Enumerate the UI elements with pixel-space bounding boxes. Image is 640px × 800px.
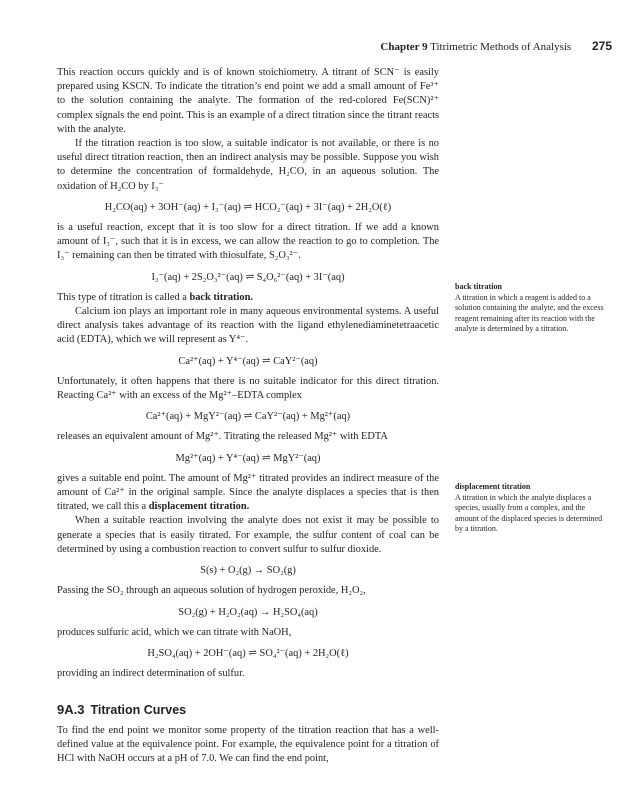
equation: I₃⁻(aq) + 2S₂O₃²⁻(aq) ⇌ S₄O₆²⁻(aq) + 3I⁻(aq) bbox=[151, 271, 345, 283]
section-title: Titration Curves bbox=[90, 703, 187, 718]
equation: H₂CO(aq) + 3OH⁻(aq) + I₃⁻(aq) ⇌ HCO₂⁻(aq) + 3I⁻(aq) + 2H₂O(ℓ) bbox=[104, 201, 392, 213]
running-header bbox=[380, 39, 612, 53]
section-heading bbox=[57, 703, 439, 717]
margin-term: displacement titration bbox=[455, 482, 531, 491]
paragraph: providing an indirect determination of sulfur. bbox=[57, 668, 245, 680]
text-span: This type of titration is called a bbox=[57, 291, 190, 303]
paragraph: Unfortunately, it often happens that there is no suitable indicator for this direct titration. Reacting Ca²⁺ with an excess of the Mg²⁺–EDTA complex bbox=[57, 375, 439, 402]
margin-definition: A titration in which a reagent is added to a solution containing the analyte, and the excess reagent remaining after its reaction with the analyte is determined by a titration. bbox=[455, 292, 604, 334]
section-number: 9A.3 bbox=[57, 702, 85, 718]
page-number: 275 bbox=[591, 39, 612, 53]
main-column bbox=[57, 66, 439, 766]
chapter-label: Chapter 9 bbox=[380, 41, 428, 53]
chapter-title: Titrimetric Methods of Analysis bbox=[430, 41, 572, 53]
margin-note-displacement-titration bbox=[455, 482, 605, 535]
paragraph: If the titration reaction is too slow, a suitable indicator is not available, or there is no useful direct titration reaction, then an indirect analysis may be possible. Suppose you wish to determine the concentration of formaldehyde, H₂CO, in an aqueous solution. The oxidation of H₂CO by I₃⁻ bbox=[57, 138, 439, 192]
key-term-displacement-titration: displacement titration. bbox=[148, 501, 250, 513]
paragraph: To find the end point we monitor some property of the titration reaction that has a well-defined value at the equivalence point. For example, the equivalence point for a titration of HCl with NaOH occurs at a pH of 7.0. We can find the end point, bbox=[57, 724, 439, 764]
text-span: gives a suitable end point. The amount of Mg²⁺ titrated provides an indirect measure of the amount of Ca²⁺ in the original sample. Since the analyte displaces a species that is then titrated, we call this a bbox=[57, 472, 439, 513]
paragraph bbox=[57, 472, 439, 515]
paragraph: is a useful reaction, except that it is too slow for a direct titration. If we add a known amount of I₃⁻, such that it is in excess, we can allow the reaction to go to completion. The I₃⁻ remaining can then be titrated with thiosulfate, S₂O₃²⁻. bbox=[57, 222, 439, 262]
equation: Mg²⁺(aq) + Y⁴⁻(aq) ⇌ MgY²⁻(aq) bbox=[175, 452, 321, 464]
paragraph: produces sulfuric acid, which we can titrate with NaOH, bbox=[57, 626, 292, 638]
margin-term: back titration bbox=[455, 282, 502, 291]
key-term-back-titration: back titration. bbox=[189, 291, 253, 303]
equation: H₂SO₄(aq) + 2OH⁻(aq) ⇌ SO₄²⁻(aq) + 2H₂O(ℓ) bbox=[147, 647, 349, 659]
paragraph: releases an equivalent amount of Mg²⁺. Titrating the released Mg²⁺ with EDTA bbox=[57, 431, 388, 443]
paragraph: This reaction occurs quickly and is of known stoichiometry. A titrant of SCN⁻ is easily prepared using KSCN. To indicate the titration’s end point we add a small amount of Fe³⁺ to the solution containing the analyte. The formation of the red-colored Fe(SCN)²⁺ complex signals the end point. This is an example of a direct titration since the titrant reacts with the analyte. bbox=[57, 67, 439, 135]
equation: Ca²⁺(aq) + Y⁴⁻(aq) ⇌ CaY²⁻(aq) bbox=[178, 355, 318, 367]
equation: SO₂(g) + H₂O₂(aq) → H₂SO₄(aq) bbox=[178, 606, 318, 618]
paragraph: When a suitable reaction involving the analyte does not exist it may be possible to generate a species that is easily titrated. For example, the sulfur content of coal can be determined by using a combustion reaction to convert sulfur to sulfur dioxide. bbox=[57, 515, 439, 555]
margin-note-back-titration bbox=[455, 282, 605, 335]
margin-definition: A titration in which the analyte displaces a species, usually from a complex, and the amount of the displaced species is determined by a titration. bbox=[455, 492, 603, 534]
paragraph bbox=[57, 291, 439, 305]
equation: S(s) + O₂(g) → SO₂(g) bbox=[200, 565, 296, 577]
paragraph: Calcium ion plays an important role in many aqueous environmental systems. A useful direct analysis takes advantage of its reaction with the ligand ethylenediaminetetraacetic acid (EDTA), which we will represent as Y⁴⁻. bbox=[57, 306, 439, 346]
equation: Ca²⁺(aq) + MgY²⁻(aq) ⇌ CaY²⁻(aq) + Mg²⁺(aq) bbox=[145, 411, 351, 423]
paragraph: Passing the SO₂ through an aqueous solution of hydrogen peroxide, H₂O₂, bbox=[57, 585, 366, 597]
